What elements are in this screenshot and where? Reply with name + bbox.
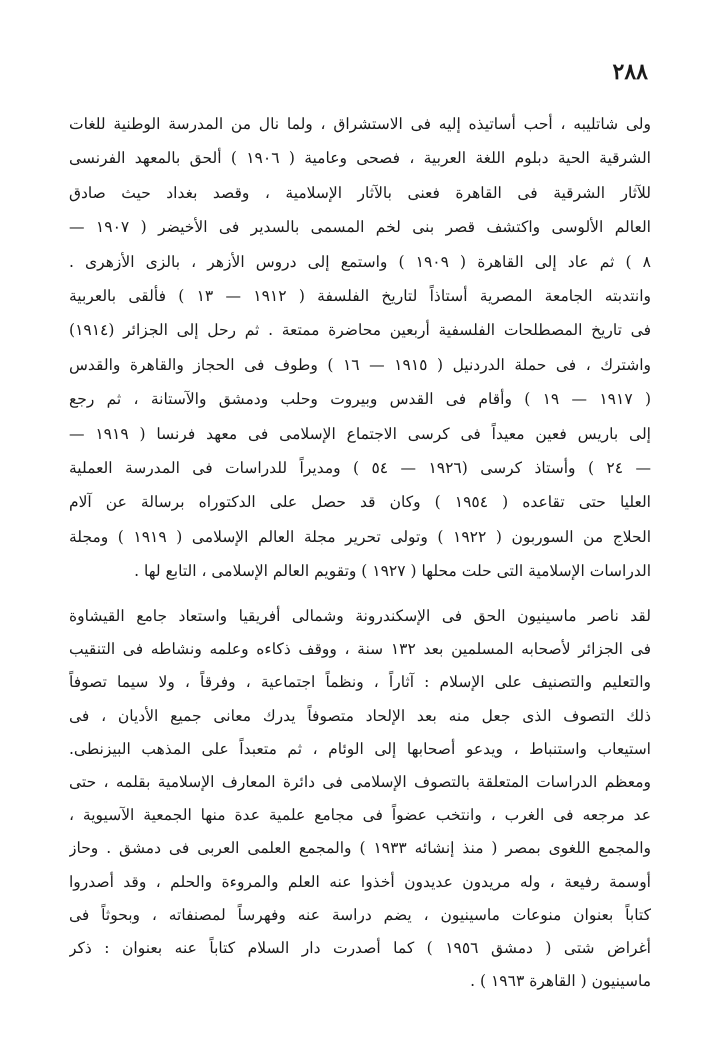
text-line: الحلاج من السوربون ( ١٩٢٢ ) وتولى تحرير مجلة العالم الإسلامى ( ١٩١٩ ) ومجلة [69,527,651,546]
text-line: ٨ ) ثم عاد إلى القاهرة ( ١٩٠٩ ) واستمع إلى دروس الأزهر ، بالزى الأزهرى . [69,252,651,271]
text-line: العليا حتى تقاعده ( ١٩٥٤ ) وكان قد حصل على الدكتوراه برسالة عن آلام [69,493,651,512]
text-line: أغراض شتى ( دمشق ١٩٥٦ ) كما أصدرت دار السلام كتاباً عنه بعنوان : ذكر [69,938,651,957]
text-line: فى الجزائر لأصحابه المسلمين بعد ١٣٢ سنة ، ووقف ذكاءه وعلمه ونشاطه فى التنقيب [69,640,651,659]
text-line: عد مرجعه فى الغرب ، وانتخب عضواً فى مجامع علمية عدة منها الجمعية الآسيوية ، [69,806,651,825]
text-line: استيعاب واستنباط ، ويدعو أصحابها إلى الوئام ، ثم متعبداً على المذهب البيزنطى. [69,739,651,758]
text-line: أوسمة رفيعة ، وله مريدون عديدون أخذوا عنه العلم والمروءة والحلم ، وقد أصدروا [69,872,651,891]
page-number: ٢٨٨ [612,59,648,85]
text-line: ولى شاتليبه ، أحب أساتيذه إليه فى الاستشراق ، ولما نال من المدرسة الوطنية للغات [69,115,651,133]
text-line: لقد ناصر ماسينيون الحق فى الإسكندرونة وشمالى أفريقيا واستعاد جامع القيشاوة [69,607,651,625]
text-line: الدراسات الإسلامية التى حلت محلها ( ١٩٢٧ ) وتقويم العالم الإسلامى ، التابع لها . [134,562,651,581]
text-line: للآثار الشرقية فى القاهرة فعنى بالآثار الإسلامية ، وقصد بغداد حيث صادق [69,183,651,202]
text-line: الشرقية الحية دبلوم اللغة العربية ، فصحى وعامية ( ١٩٠٦ ) ألحق بالمعهد الفرنسى [69,149,651,168]
text-line: والتعليم والتصنيف على الإسلام : آثاراً ، ونظماً اجتماعية ، وفرقاً ، ولا سيما تصوفاً [69,673,651,692]
text-line: العالم الألوسى واكتشف قصر بنى لخم المسمى بالسدير فى الأخيضر ( ١٩٠٧ — [69,218,651,237]
text-line: إلى باريس فعين معيداً فى كرسى الاجتماع الإسلامى فى معهد فرنسا ( ١٩١٩ — [69,424,651,443]
text-line: فى تاريخ المصطلحات الفلسفية أربعين محاضرة ممتعة . ثم رحل إلى الجزائر (١٩١٤) [69,321,651,340]
text-line: — ٢٤ ) وأستاذ كرسى (١٩٢٦ — ٥٤ ) ومديراً للدراسات فى المدرسة العملية [69,458,651,477]
text-line: كتاباً بعنوان منوعات ماسينيون ، يضم دراسة عنه وفهرساً لمصنفاته ، وبحوثاً فى [69,905,651,924]
text-line: ذلك التصوف الذى جعل منه بعد الإلحاد متصوفاً يدرك معانى جميع الأديان ، فى [69,706,651,725]
paragraph-2 [69,600,651,998]
text-line: والمجمع اللغوى بمصر ( منذ إنشائه ١٩٣٣ ) والمجمع العلمى العربى فى دمشق . وحاز [69,839,651,858]
text-line: ( ١٩١٧ — ١٩ ) وأقام فى القدس وبيروت وحلب ودمشق والآستانة ، ثم رجع [69,390,651,409]
text-line: ماسينيون ( القاهرة ١٩٦٣ ) . [470,972,651,991]
text-line: واشترك ، فى حملة الدردنيل ( ١٩١٥ — ١٦ ) وطوف فى الحجاز والقاهرة والقدس [69,355,651,374]
paragraph-1 [69,107,651,588]
text-line: ومعظم الدراسات المتعلقة بالتصوف الإسلامى فى دائرة المعارف الإسلامية بقلمه ، حتى [69,772,651,791]
text-line: وانتدبته الجامعة المصرية أستاذاً لتاريخ الفلسفة ( ١٩١٢ — ١٣ ) فألقى بالعربية [69,286,651,305]
